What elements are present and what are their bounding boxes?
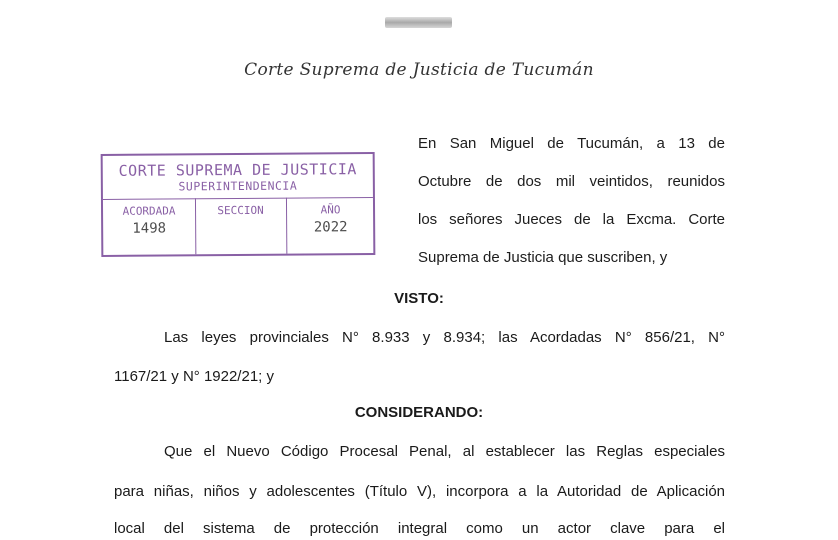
considerando-line: para niñas, niños y adolescentes (Título V), incorpora a la Autoridad de Aplicación — [114, 483, 725, 500]
visto-line: 1167/21 y N° 1922/21; y — [114, 368, 274, 385]
visto-heading: VISTO: — [394, 290, 444, 307]
court-letterhead: Corte Suprema de Justicia de Tucumán — [244, 60, 594, 80]
considerando-line: Que el Nuevo Código Procesal Penal, al establecer las Reglas especiales — [164, 443, 725, 460]
stamp-seccion-label: SECCION — [217, 203, 264, 218]
stamp-anio-value: 2022 — [313, 219, 348, 236]
stamp-seccion-value — [195, 220, 286, 221]
intro-line: Suprema de Justicia que suscriben, y — [418, 249, 668, 266]
stamp-anio-label: AÑO — [320, 203, 341, 217]
intro-line: Octubre de dos mil veintidos, reunidos — [418, 173, 725, 190]
stamp-divider — [103, 197, 373, 200]
superintendencia-stamp — [101, 152, 376, 257]
scanned-top-mark — [385, 17, 452, 28]
stamp-subtitle: SUPERINTENDENCIA — [178, 178, 298, 194]
intro-paragraph — [418, 125, 725, 277]
stamp-title: CORTE SUPREMA DE JUSTICIA — [118, 160, 357, 180]
intro-line: los señores Jueces de la Excma. Corte — [418, 211, 725, 228]
stamp-acordada-value: 1498 — [132, 220, 167, 237]
stamp-acordada-label: ACORDADA — [122, 204, 176, 218]
considerando-line: local del sistema de protección integral como un actor clave para el — [114, 520, 725, 537]
intro-line: En San Miguel de Tucumán, a 13 de — [418, 135, 725, 152]
considerando-heading: CONSIDERANDO: — [354, 404, 484, 421]
visto-line: Las leyes provinciales N° 8.933 y 8.934; las Acordadas N° 856/21, N° — [164, 329, 725, 346]
